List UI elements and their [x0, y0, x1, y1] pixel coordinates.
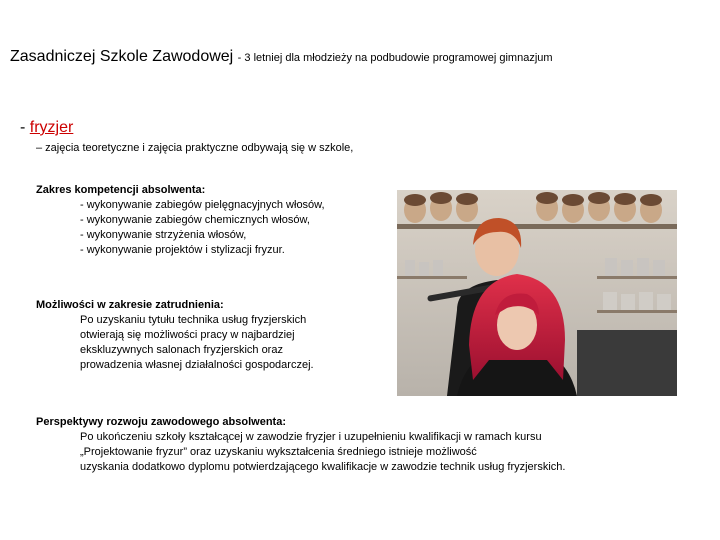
subject-prefix: -	[20, 119, 30, 136]
employment-section	[36, 298, 314, 373]
text-line: prowadzenia własnej działalności gospodarczej.	[80, 359, 314, 371]
text-line: Po ukończeniu szkoły kształcącej w zawodzie fryzjer i uzupełnieniu kwalifikacji w ramach kursu	[80, 431, 542, 443]
school-description: - 3 letniej dla młodzieży na podbudowie programowej gimnazjum	[237, 52, 553, 64]
list-item: - wykonywanie strzyżenia włosów,	[80, 229, 247, 241]
list-item: - wykonywanie zabiegów pielęgnacyjnych włosów,	[80, 199, 325, 211]
text-line: otwierają się możliwości pracy w najbardziej	[80, 329, 295, 341]
prospects-section	[36, 415, 565, 475]
text-line: uzyskania dodatkowo dyplomu potwierdzającego kwalifikacje w zawodzie technik usług fryzjerskich.	[80, 461, 566, 473]
subject-description: – zajęcia teoretyczne i zajęcia praktyczne odbywają się w szkole,	[36, 142, 354, 154]
text-line: „Projektowanie fryzur” oraz uzyskaniu wykształcenia średniego istnieje możliwość	[80, 446, 477, 458]
list-item: - wykonywanie zabiegów chemicznych włosów,	[80, 214, 310, 226]
competence-section	[36, 183, 325, 258]
page-title	[10, 48, 553, 66]
competence-heading: Zakres kompetencji absolwenta:	[36, 184, 206, 196]
text-line: ekskluzywnych salonach fryzjerskich oraz	[80, 344, 283, 356]
subject-link[interactable]: fryzjer	[29, 119, 74, 136]
list-item: - wykonywanie projektów i stylizacji fryzur.	[80, 244, 285, 256]
employment-heading: Możliwości w zakresie zatrudnienia:	[36, 299, 224, 311]
school-name: Zasadniczej Szkole Zawodowej	[10, 48, 234, 65]
text-line: Po uzyskaniu tytułu technika usług fryzjerskich	[80, 314, 307, 326]
subject-heading	[20, 119, 73, 137]
hairdresser-photo	[397, 190, 677, 396]
prospects-heading: Perspektywy rozwoju zawodowego absolwenta:	[36, 416, 286, 428]
